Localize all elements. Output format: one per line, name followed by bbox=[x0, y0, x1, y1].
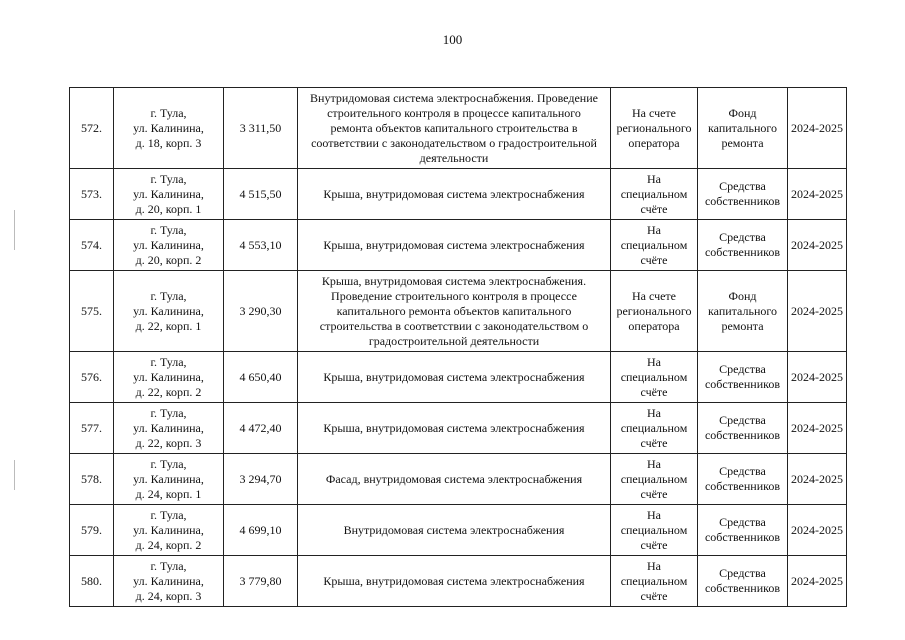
works-cell-line: Внутридомовая система электроснабжения. Проведение bbox=[310, 90, 598, 105]
works-cell-line: Внутридомовая система электроснабжения bbox=[343, 522, 565, 537]
funding-source-cell bbox=[698, 169, 788, 220]
cost-cell: 4 472,40 bbox=[224, 403, 298, 454]
address-cell-line: г. Тула, bbox=[150, 507, 187, 522]
account-cell-line: регионального bbox=[616, 120, 692, 135]
period-cell: 2024-2025 bbox=[788, 556, 847, 607]
works-cell bbox=[298, 454, 611, 505]
cost-cell: 3 290,30 bbox=[224, 271, 298, 352]
address-cell-line: д. 22, корп. 2 bbox=[135, 384, 202, 399]
funding-source-cell bbox=[698, 271, 788, 352]
funding-source-cell-line: капитального bbox=[708, 120, 777, 135]
address-cell bbox=[114, 352, 224, 403]
works-cell-line: строительного контроля в процессе капитального bbox=[327, 105, 581, 120]
funding-source-cell bbox=[698, 454, 788, 505]
row-number: 573. bbox=[70, 169, 114, 220]
account-cell-line: специальном bbox=[620, 237, 688, 252]
address-cell-line: ул. Калинина, bbox=[133, 303, 204, 318]
address-cell-line: г. Тула, bbox=[150, 405, 187, 420]
funding-source-cell-line: Средства bbox=[719, 362, 766, 376]
funding-source-cell-line: собственников bbox=[704, 428, 781, 442]
works-cell bbox=[298, 403, 611, 454]
account-cell-line: счёте bbox=[640, 201, 668, 216]
account-cell-line: На bbox=[647, 222, 661, 237]
works-cell bbox=[298, 352, 611, 403]
funding-source-cell bbox=[698, 556, 788, 607]
funding-source-cell-line: Средства bbox=[719, 230, 766, 244]
account-cell bbox=[611, 403, 698, 454]
funding-source-cell-line: собственников bbox=[704, 479, 781, 493]
account-cell-line: специальном bbox=[620, 573, 688, 588]
account-cell bbox=[611, 352, 698, 403]
address-cell-line: д. 24, корп. 1 bbox=[135, 486, 202, 501]
address-cell-line: ул. Калинина, bbox=[133, 573, 204, 588]
account-cell bbox=[611, 454, 698, 505]
cost-cell: 3 779,80 bbox=[224, 556, 298, 607]
works-cell bbox=[298, 271, 611, 352]
table-row bbox=[70, 403, 847, 454]
address-cell bbox=[114, 169, 224, 220]
account-cell-line: специальном bbox=[620, 186, 688, 201]
funding-source-cell-line: собственников bbox=[704, 377, 781, 391]
account-cell-line: регионального bbox=[616, 303, 692, 318]
account-cell bbox=[611, 505, 698, 556]
funding-source-cell-line: Средства bbox=[719, 515, 766, 529]
address-cell bbox=[114, 88, 224, 169]
repair-registry-table bbox=[69, 87, 847, 607]
funding-source-cell bbox=[698, 352, 788, 403]
account-cell-line: счёте bbox=[640, 384, 668, 399]
works-cell-line: Крыша, внутридомовая система электроснабжения bbox=[323, 420, 585, 435]
account-cell-line: оператора bbox=[628, 318, 680, 333]
table-row bbox=[70, 220, 847, 271]
account-cell-line: На bbox=[647, 405, 661, 420]
row-number: 576. bbox=[70, 352, 114, 403]
funding-source-cell bbox=[698, 505, 788, 556]
address-cell bbox=[114, 271, 224, 352]
row-number: 574. bbox=[70, 220, 114, 271]
address-cell-line: г. Тула, bbox=[150, 171, 187, 186]
address-cell-line: д. 22, корп. 1 bbox=[135, 318, 202, 333]
page-number: 100 bbox=[442, 32, 463, 47]
works-cell bbox=[298, 505, 611, 556]
works-cell-line: Крыша, внутридомовая система электроснабжения bbox=[323, 237, 585, 252]
account-cell bbox=[611, 271, 698, 352]
cost-cell: 4 650,40 bbox=[224, 352, 298, 403]
account-cell-line: На счете bbox=[631, 105, 676, 120]
works-cell-line: Крыша, внутридомовая система электроснабжения bbox=[323, 369, 585, 384]
period-cell: 2024-2025 bbox=[788, 271, 847, 352]
funding-source-cell-line: Средства bbox=[719, 566, 766, 580]
account-cell-line: На счете bbox=[631, 288, 676, 303]
scan-edge-mark bbox=[14, 460, 15, 490]
works-cell-line: строительства в соответствии с законодательством о bbox=[319, 318, 589, 333]
account-cell-line: На bbox=[647, 354, 661, 369]
funding-source-cell-line: Средства bbox=[719, 179, 766, 193]
funding-source-cell-line: собственников bbox=[704, 581, 781, 595]
funding-source-cell bbox=[698, 88, 788, 169]
row-number: 579. bbox=[70, 505, 114, 556]
cost-cell: 3 294,70 bbox=[224, 454, 298, 505]
cost-cell: 3 311,50 bbox=[224, 88, 298, 169]
account-cell-line: счёте bbox=[640, 486, 668, 501]
address-cell-line: ул. Калинина, bbox=[133, 369, 204, 384]
period-cell: 2024-2025 bbox=[788, 169, 847, 220]
address-cell-line: ул. Калинина, bbox=[133, 186, 204, 201]
funding-source-cell-line: Средства bbox=[719, 464, 766, 478]
account-cell-line: На bbox=[647, 558, 661, 573]
address-cell-line: д. 24, корп. 2 bbox=[135, 537, 202, 552]
address-cell bbox=[114, 220, 224, 271]
address-cell-line: д. 20, корп. 2 bbox=[135, 252, 202, 267]
account-cell-line: На bbox=[647, 171, 661, 186]
table-row bbox=[70, 454, 847, 505]
period-cell: 2024-2025 bbox=[788, 505, 847, 556]
address-cell-line: г. Тула, bbox=[150, 105, 187, 120]
address-cell-line: д. 18, корп. 3 bbox=[135, 135, 202, 150]
address-cell bbox=[114, 505, 224, 556]
address-cell-line: д. 22, корп. 3 bbox=[135, 435, 202, 450]
address-cell-line: д. 24, корп. 3 bbox=[135, 588, 202, 603]
account-cell bbox=[611, 556, 698, 607]
address-cell-line: д. 20, корп. 1 bbox=[135, 201, 202, 216]
scan-edge-mark bbox=[14, 210, 15, 250]
works-cell-line: соответствии с законодательством о градостроительной bbox=[311, 135, 597, 150]
table-row bbox=[70, 505, 847, 556]
works-cell-line: капитального ремонта объектов капитального bbox=[336, 303, 572, 318]
funding-source-cell-line: ремонта bbox=[721, 318, 764, 333]
funding-source-cell-line: собственников bbox=[704, 194, 781, 208]
address-cell-line: ул. Калинина, bbox=[133, 471, 204, 486]
works-cell-line: Крыша, внутридомовая система электроснабжения bbox=[323, 573, 585, 588]
period-cell: 2024-2025 bbox=[788, 220, 847, 271]
registry-body bbox=[70, 88, 847, 607]
cost-cell: 4 553,10 bbox=[224, 220, 298, 271]
funding-source-cell-line: собственников bbox=[704, 530, 781, 544]
works-cell-line: Крыша, внутридомовая система электроснабжения bbox=[323, 186, 585, 201]
account-cell-line: счёте bbox=[640, 435, 668, 450]
works-cell-line: Проведение строительного контроля в процессе bbox=[331, 288, 577, 303]
account-cell-line: оператора bbox=[628, 135, 680, 150]
account-cell bbox=[611, 88, 698, 169]
works-cell bbox=[298, 88, 611, 169]
funding-source-cell bbox=[698, 220, 788, 271]
table-row bbox=[70, 88, 847, 169]
funding-source-cell-line: ремонта bbox=[721, 135, 764, 150]
row-number: 578. bbox=[70, 454, 114, 505]
works-cell-line: деятельности bbox=[419, 150, 489, 165]
address-cell-line: ул. Калинина, bbox=[133, 120, 204, 135]
works-cell-line: ремонта объектов капитального строительства в bbox=[330, 120, 578, 135]
row-number: 580. bbox=[70, 556, 114, 607]
account-cell-line: специальном bbox=[620, 471, 688, 486]
works-cell-line: Фасад, внутридомовая система электроснабжения bbox=[325, 471, 583, 486]
account-cell-line: счёте bbox=[640, 537, 668, 552]
works-cell-line: Крыша, внутридомовая система электроснабжения. bbox=[321, 273, 587, 288]
account-cell-line: специальном bbox=[620, 522, 688, 537]
period-cell: 2024-2025 bbox=[788, 88, 847, 169]
table-row bbox=[70, 352, 847, 403]
address-cell-line: г. Тула, bbox=[150, 288, 187, 303]
account-cell bbox=[611, 169, 698, 220]
address-cell bbox=[114, 454, 224, 505]
table-row bbox=[70, 556, 847, 607]
works-cell-line: градостроительной деятельности bbox=[368, 333, 540, 348]
address-cell-line: г. Тула, bbox=[150, 354, 187, 369]
cost-cell: 4 699,10 bbox=[224, 505, 298, 556]
address-cell bbox=[114, 403, 224, 454]
funding-source-cell bbox=[698, 403, 788, 454]
funding-source-cell-line: капитального bbox=[708, 303, 777, 318]
period-cell: 2024-2025 bbox=[788, 352, 847, 403]
address-cell-line: ул. Калинина, bbox=[133, 522, 204, 537]
account-cell-line: счёте bbox=[640, 252, 668, 267]
row-number: 572. bbox=[70, 88, 114, 169]
period-cell: 2024-2025 bbox=[788, 403, 847, 454]
funding-source-cell-line: Фонд bbox=[728, 105, 757, 120]
address-cell-line: ул. Калинина, bbox=[133, 420, 204, 435]
cost-cell: 4 515,50 bbox=[224, 169, 298, 220]
account-cell-line: счёте bbox=[640, 588, 668, 603]
account-cell-line: специальном bbox=[620, 369, 688, 384]
funding-source-cell-line: Средства bbox=[719, 413, 766, 427]
row-number: 577. bbox=[70, 403, 114, 454]
works-cell bbox=[298, 169, 611, 220]
account-cell-line: На bbox=[647, 507, 661, 522]
period-cell: 2024-2025 bbox=[788, 454, 847, 505]
address-cell bbox=[114, 556, 224, 607]
funding-source-cell-line: собственников bbox=[704, 245, 781, 259]
works-cell bbox=[298, 556, 611, 607]
address-cell-line: г. Тула, bbox=[150, 222, 187, 237]
address-cell-line: ул. Калинина, bbox=[133, 237, 204, 252]
address-cell-line: г. Тула, bbox=[150, 456, 187, 471]
account-cell-line: На bbox=[647, 456, 661, 471]
works-cell bbox=[298, 220, 611, 271]
funding-source-cell-line: Фонд bbox=[728, 288, 757, 303]
account-cell-line: специальном bbox=[620, 420, 688, 435]
table-row bbox=[70, 169, 847, 220]
table-row bbox=[70, 271, 847, 352]
account-cell bbox=[611, 220, 698, 271]
address-cell-line: г. Тула, bbox=[150, 558, 187, 573]
row-number: 575. bbox=[70, 271, 114, 352]
